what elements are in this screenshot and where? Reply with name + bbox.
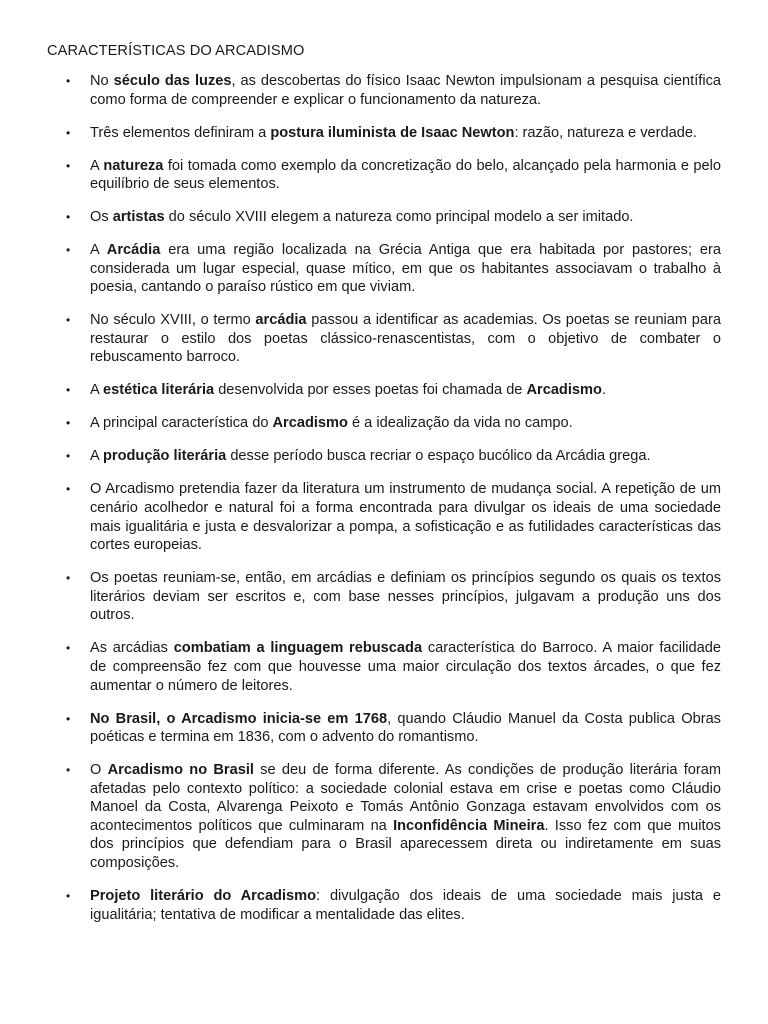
bullet-icon: • (66, 125, 71, 140)
body-text: característica do Barroco. A maior facilidade de compreensão fez com que houvesse uma maior circulação dos textos árcades, o que fez aumentar o número de leitores. (90, 640, 721, 694)
body-text: desse período busca recriar o espaço bucólico da Arcádia grega. (226, 448, 651, 465)
list-item (47, 381, 721, 400)
list-item (47, 639, 721, 695)
bold-text: Arcadismo (526, 382, 602, 399)
bold-text: natureza (103, 157, 164, 174)
body-text: , quando Cláudio Manuel da Costa publica Obras poéticas e termina em 1836, com o advento do romantismo. (90, 710, 721, 746)
bold-text: arcádia (255, 312, 307, 329)
list-item (47, 311, 721, 367)
body-text: : divulgação dos ideais de uma sociedade mais justa e igualitária; tentativa de modificar a mentalidade das elites. (90, 888, 721, 923)
bullet-icon: • (66, 641, 71, 656)
bullet-list (47, 72, 721, 924)
bold-text: artistas (112, 209, 165, 226)
bullet-icon: • (66, 763, 71, 778)
body-text: A (90, 157, 104, 174)
body-text: O Arcadismo pretendia fazer da literatura um instrumento de mudança social. A repetição de um cenário acolhedor e natural foi a forma encontrada para divulgar os ideais de uma sociedade mais igualitária e justa e desvalorizar a pompa, a sofisticação e as futilidades características das cortes europeias. (90, 481, 721, 554)
body-text: era uma região localizada na Grécia Antiga que era habitada por pastores; era considerada um lugar especial, quase mítico, em que os habitantes associavam o trabalho à poesia, cantando o paraíso rústico em que viviam. (90, 242, 721, 296)
bold-text: século das luzes (113, 73, 232, 89)
bold-text: No Brasil, o Arcadismo inicia-se em 1768 (90, 710, 388, 727)
bullet-icon: • (66, 571, 71, 586)
bullet-icon: • (66, 313, 71, 328)
body-text: No (90, 73, 114, 89)
bold-text: Arcadismo (272, 415, 348, 432)
bold-text: produção literária (102, 448, 227, 465)
body-text: A (90, 242, 107, 259)
bullet-icon: • (66, 416, 71, 431)
bullet-icon: • (66, 449, 71, 464)
bold-text: Projeto literário do Arcadismo (90, 888, 317, 905)
list-item (47, 569, 721, 625)
body-text: . Isso fez com que muitos dos princípios que defendiam para o Brasil aparecessem direta ou indiretamente em suas composições. (90, 817, 721, 872)
bullet-icon: • (66, 243, 71, 258)
body-text: : razão, natureza e verdade. (514, 124, 697, 141)
bold-text: postura iluminista de Isaac Newton (270, 124, 515, 141)
list-item (47, 887, 721, 924)
bullet-icon: • (66, 482, 71, 497)
body-text: é a idealização da vida no campo. (347, 415, 573, 432)
list-item (47, 414, 721, 433)
bold-text: combatiam a linguagem rebuscada (173, 640, 423, 657)
bold-text: Inconfidência Mineira (393, 817, 545, 834)
list-item (47, 208, 721, 227)
body-text: Os poetas reuniam-se, então, em arcádias e definiam os princípios segundo os quais os textos literários deviam ser escritos e, com base nesses princípios, julgavam a produção uns dos outros. (90, 570, 721, 624)
list-item (47, 124, 721, 143)
bullet-icon: • (66, 889, 71, 904)
page-title: CARACTERÍSTICAS DO ARCADISMO (47, 43, 305, 59)
list-item (47, 480, 721, 554)
body-text: Três elementos definiram a (90, 124, 271, 141)
bullet-icon: • (66, 158, 71, 173)
list-item (47, 241, 721, 297)
body-text: No século XVIII, o termo (90, 312, 256, 329)
body-text: A (90, 382, 103, 399)
list-item (47, 761, 721, 873)
list-item (47, 710, 721, 747)
bold-text: Arcadismo no Brasil (107, 762, 254, 779)
body-text: O (90, 762, 108, 779)
list-item (47, 157, 721, 194)
body-text: desenvolvida por esses poetas foi chamada de (214, 382, 527, 399)
body-text: do século XVIII elegem a natureza como principal modelo a ser imitado. (164, 209, 634, 226)
body-text: . (601, 382, 606, 399)
body-text: As arcádias (90, 640, 174, 657)
bullet-icon: • (66, 383, 71, 398)
body-text: passou a identificar as academias. Os poetas se reuniam para restaurar o estilo dos poetas clássico-renascentistas, com o objetivo de combater o rebuscamento barroco. (90, 312, 721, 366)
body-text: foi tomada como exemplo da concretização do belo, alcançado pela harmonia e pelo equilíbrio de seus elementos. (90, 157, 722, 193)
body-text: se deu de forma diferente. As condições de produção literária foram afetadas pelo contexto político: a sociedade colonial estava em crise e poetas como Cláudio Manoel da Costa, Alvarenga Peixoto e Tomás Antônio Gonzaga estavam envolvidos com os acontecimentos políticos que culminaram na (90, 762, 722, 834)
bold-text: Arcádia (106, 242, 161, 259)
body-text: A principal característica do (90, 415, 273, 432)
body-text: , as descobertas do físico Isaac Newton impulsionam a pesquisa científica como forma de compreender e explicar o funcionamento da natureza. (90, 73, 721, 108)
list-item (47, 447, 721, 466)
body-text: A (90, 448, 103, 465)
bold-text: estética literária (102, 382, 215, 399)
bullet-icon: • (66, 74, 71, 88)
body-text: Os (90, 209, 113, 226)
bullet-icon: • (66, 210, 71, 225)
list-item (47, 72, 721, 109)
bullet-icon: • (66, 711, 71, 726)
